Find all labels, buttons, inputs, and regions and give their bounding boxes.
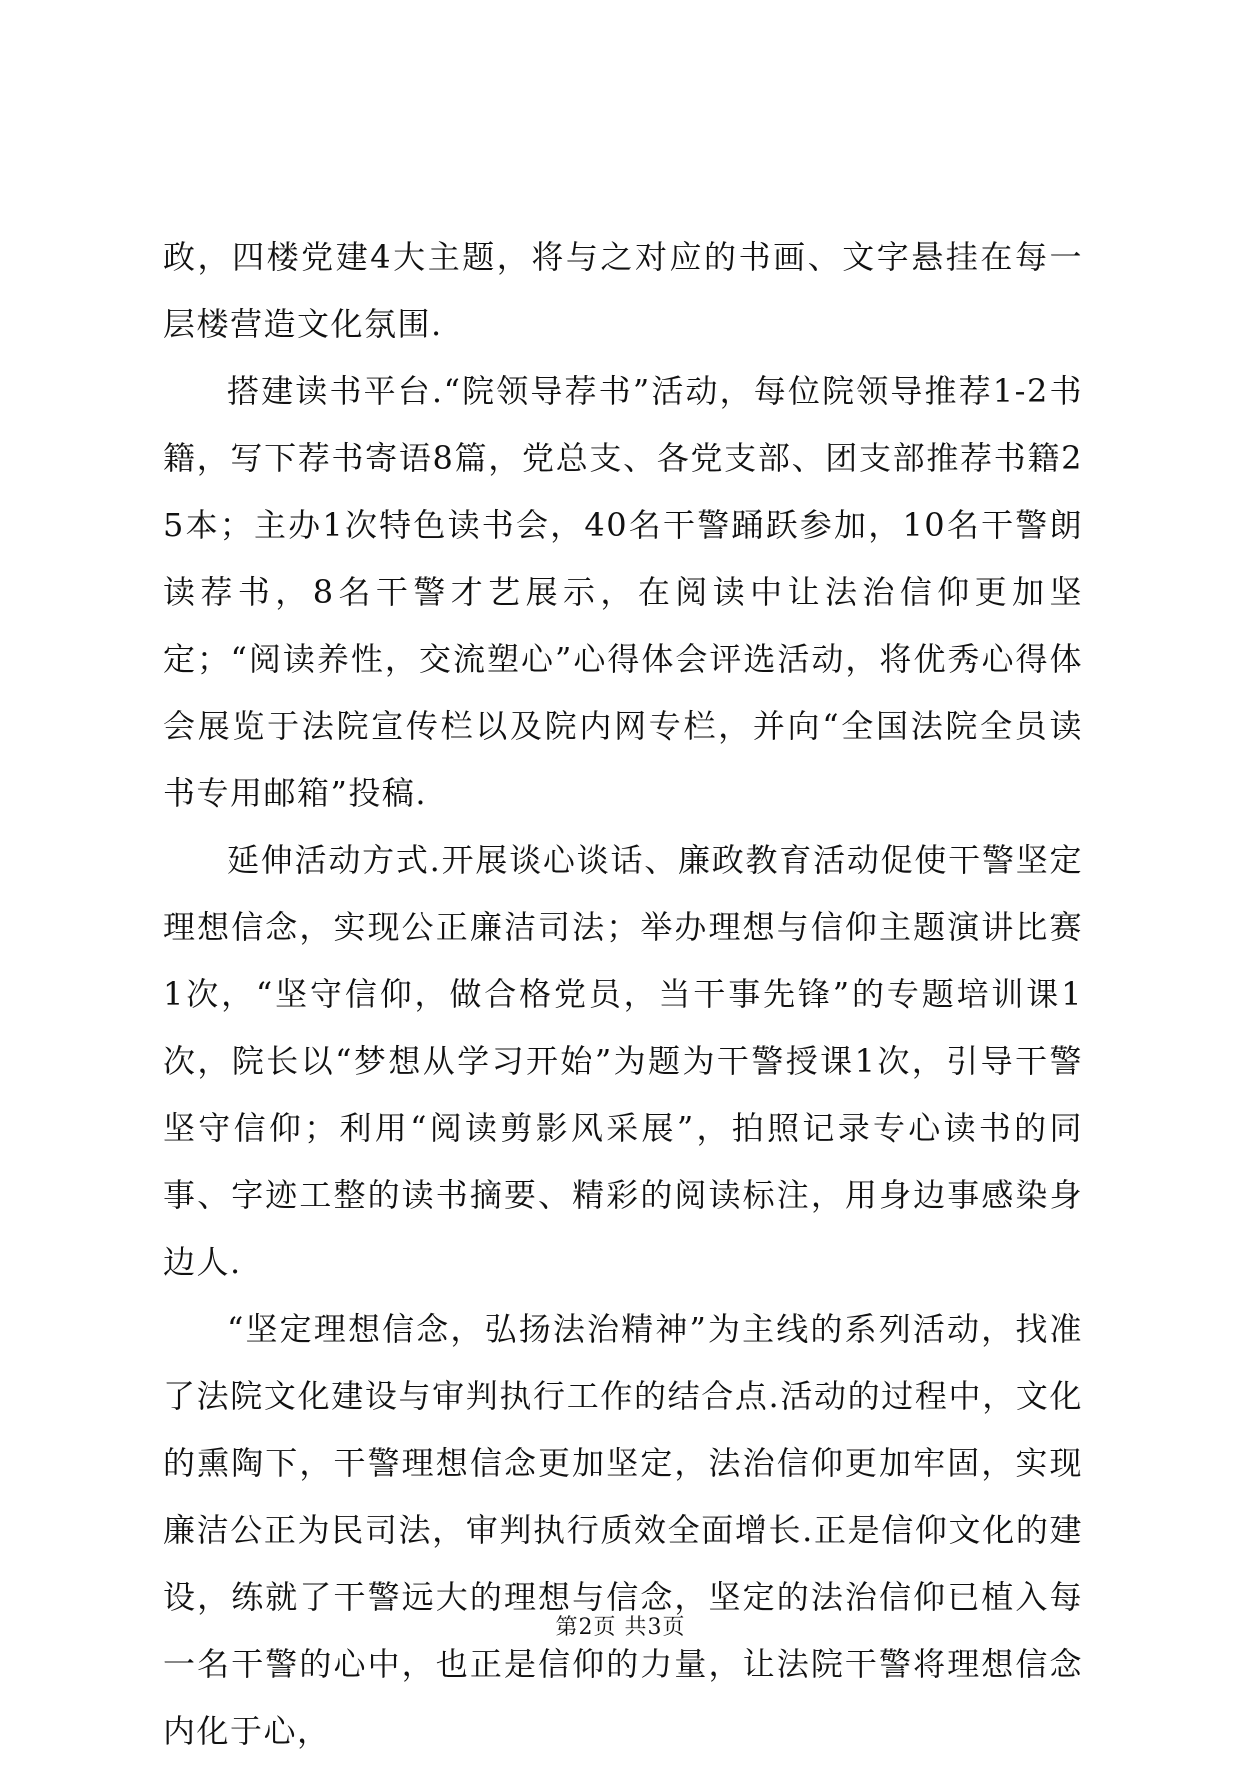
paragraph-summary: “坚定理想信念，弘扬法治精神”为主线的系列活动，找准了法院文化建设与审判执行工作的结合点.活动的过程中，文化的熏陶下，干警理想信念更加坚定，法治信仰更加牢固，实现廉洁公正为民司法，审判执行质效全面增长.正是信仰文化的建设，练就了干警远大的理想与信念，坚定的法治信仰已植入每一名干警的心中，也正是信仰的力量，让法院干警将理想信念内化于心，	[163, 1310, 1083, 1750]
paragraph-activity-extension: 延伸活动方式.开展谈心谈话、廉政教育活动促使干警坚定理想信念，实现公正廉洁司法；举办理想与信仰主题演讲比赛1次，“坚守信仰，做合格党员，当干事先锋”的专题培训课1次，院长以“梦想从学习开始”为题为干警授课1次，引导干警坚守信仰；利用“阅读剪影风采展”，拍照记录专心读书的同事、字迹工整的读书摘要、精彩的阅读标注，用身边事感染身边人.	[163, 841, 1083, 1281]
page-number-label: 第2页 共3页	[555, 1615, 686, 1640]
paragraph-reading-platform: 搭建读书平台.“院领导荐书”活动，每位院领导推荐1-2书籍，写下荐书寄语8篇，党总支、各党支部、团支部推荐书籍25本；主办1次特色读书会，40名干警踊跃参加，10名干警朗读荐书，8名干警才艺展示，在阅读中让法治信仰更加坚定；“阅读养性，交流塑心”心得体会评选活动，将优秀心得体会展览于法院宣传栏以及院内网专栏，并向“全国法院全员读书专用邮箱”投稿.	[163, 372, 1083, 812]
document-body	[163, 224, 1083, 1765]
paragraph-continuation: 政，四楼党建4大主题，将与之对应的书画、文字悬挂在每一层楼营造文化氛围.	[163, 238, 1083, 343]
page-footer	[0, 1610, 1241, 1641]
